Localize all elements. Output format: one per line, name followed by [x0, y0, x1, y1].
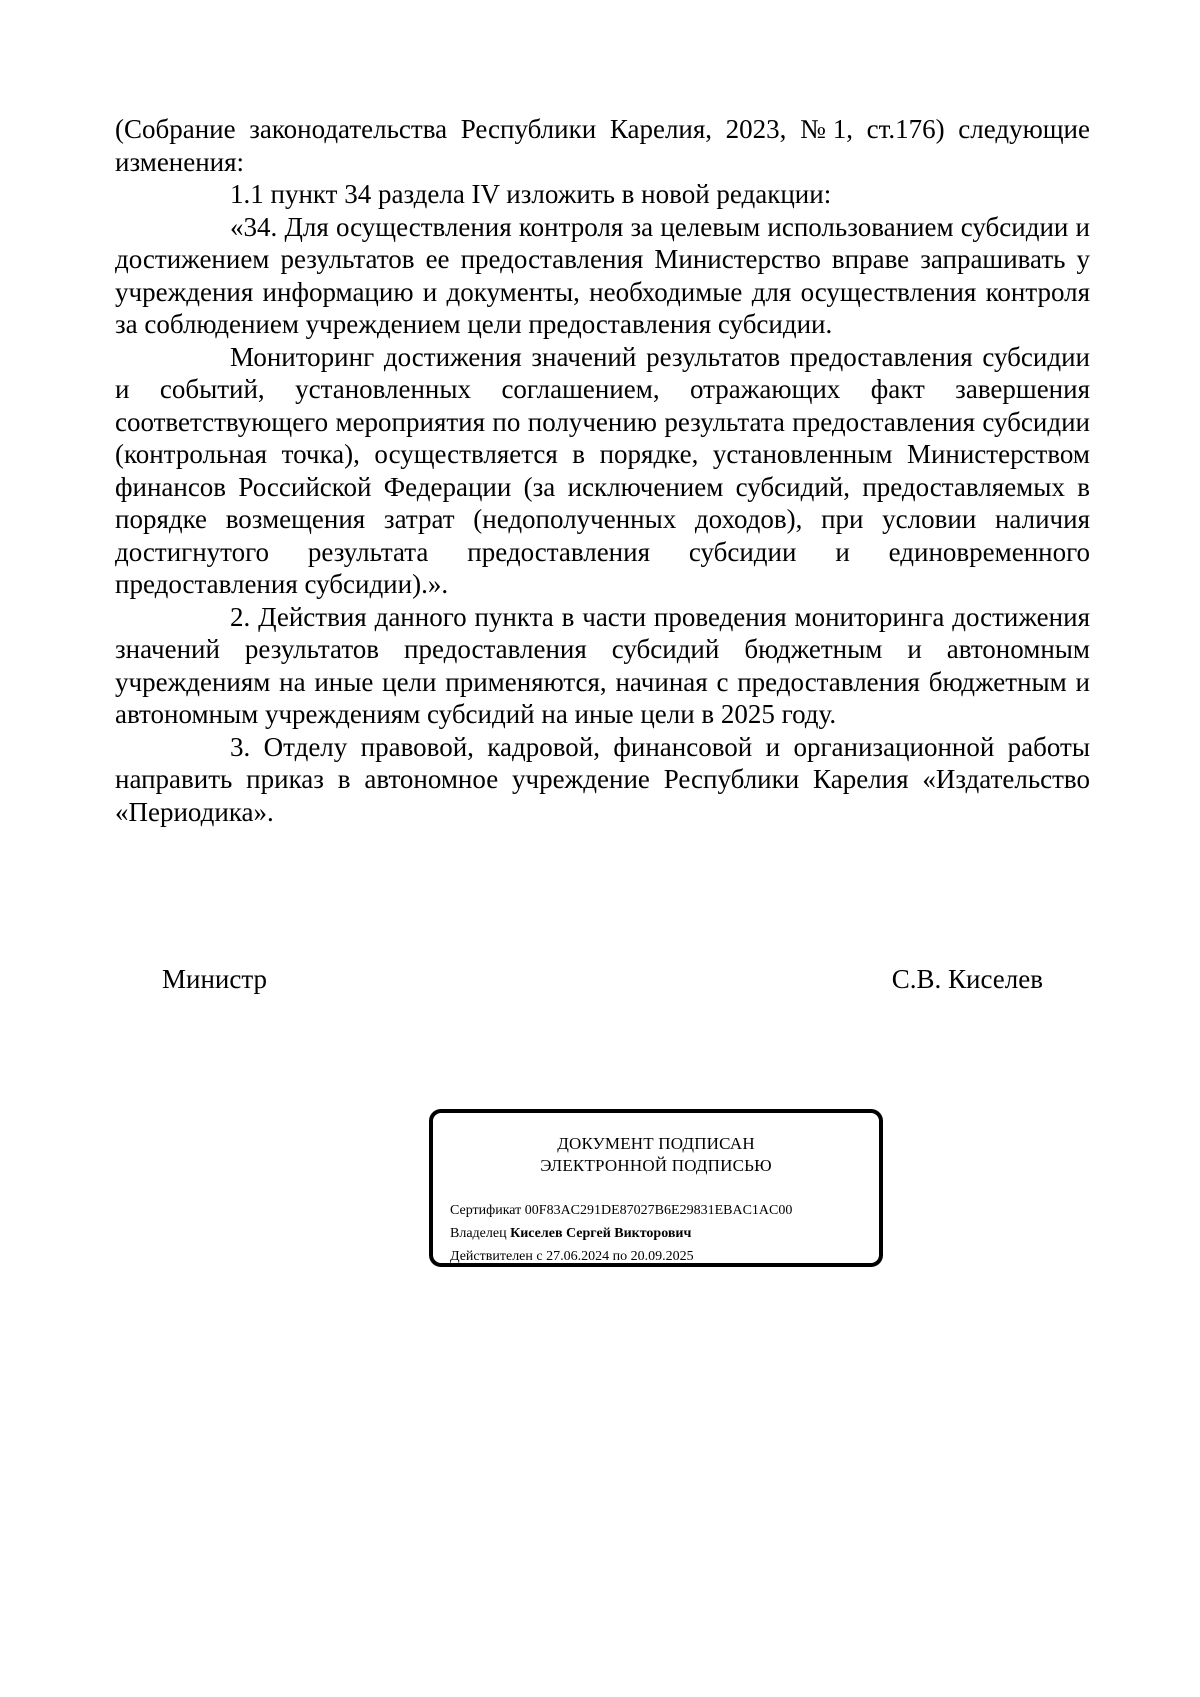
stamp-certificate-row	[450, 1199, 792, 1222]
paragraph-changes-intro: (Собрание законодательства Республики Карелия, 2023, №1, ст.176) следующие изменения:	[115, 114, 1090, 177]
document-body	[115, 113, 1090, 828]
validity-to-word: по	[612, 1249, 628, 1264]
stamp-heading	[433, 1133, 879, 1177]
validity-from-date: 27.06.2024	[546, 1249, 610, 1264]
stamp-owner-row	[450, 1222, 792, 1245]
validity-from-word: с	[536, 1249, 543, 1264]
certificate-label: Сертификат	[450, 1203, 522, 1218]
paragraph-item-1-1: 1.1 пункт 34 раздела IV изложить в новой редакции:	[230, 179, 832, 209]
stamp-validity-row	[450, 1245, 792, 1268]
owner-label: Владелец	[450, 1226, 507, 1241]
electronic-signature-stamp	[429, 1109, 883, 1267]
certificate-value: 00F83AC291DE87027B6E29831EBAC1AC00	[524, 1203, 793, 1218]
stamp-heading-line-2: ЭЛЕКТРОННОЙ ПОДПИСЬЮ	[540, 1156, 772, 1175]
paragraph-monitoring: Мониторинг достижения значений результатов предоставления субсидии и событий, установленных соглашением, отражающих факт завершения соответствующего мероприятия по получению результата предоставления субсидии (контрольная точка), осуществляется в порядке, установленным Министерством финансов Российской Федерации (за исключением субсидий, предоставляемых в порядке возмещения затрат (недополученных доходов), при условии наличия достигнутого результата предоставления субсидии и единовременного предоставления субсидии).».	[115, 341, 1090, 599]
paragraph-item-3: 3. Отделу правовой, кадровой, финансовой и организационной работы направить приказ в автономное учреждение Республики Карелия «Издательство «Периодика».	[115, 731, 1090, 827]
stamp-details	[450, 1199, 792, 1268]
paragraph-clause-34: «34. Для осуществления контроля за целевым использованием субсидии и достижением результатов ее предоставления Министерство вправе запрашивать у учреждения информацию и документы, необходимые для осуществления контроля за соблюдением учреждением цели предоставления субсидии.	[115, 211, 1090, 339]
stamp-heading-line-1: ДОКУМЕНТ ПОДПИСАН	[557, 1134, 755, 1153]
owner-value: Киселев Сергей Викторович	[510, 1226, 692, 1241]
validity-to-date: 20.09.2025	[630, 1249, 694, 1264]
paragraph-item-2: 2. Действия данного пункта в части проведения мониторинга достижения значений результатов предоставления субсидий бюджетным и автономным учреждениям на иные цели применяются, начиная с предоставления бюджетным и автономным учреждениям субсидий на иные цели в 2025 году.	[115, 601, 1090, 729]
validity-label: Действителен	[450, 1249, 533, 1264]
signatory-name: С.В. Киселев	[891, 964, 1043, 994]
signatory-title: Министр	[162, 964, 267, 994]
